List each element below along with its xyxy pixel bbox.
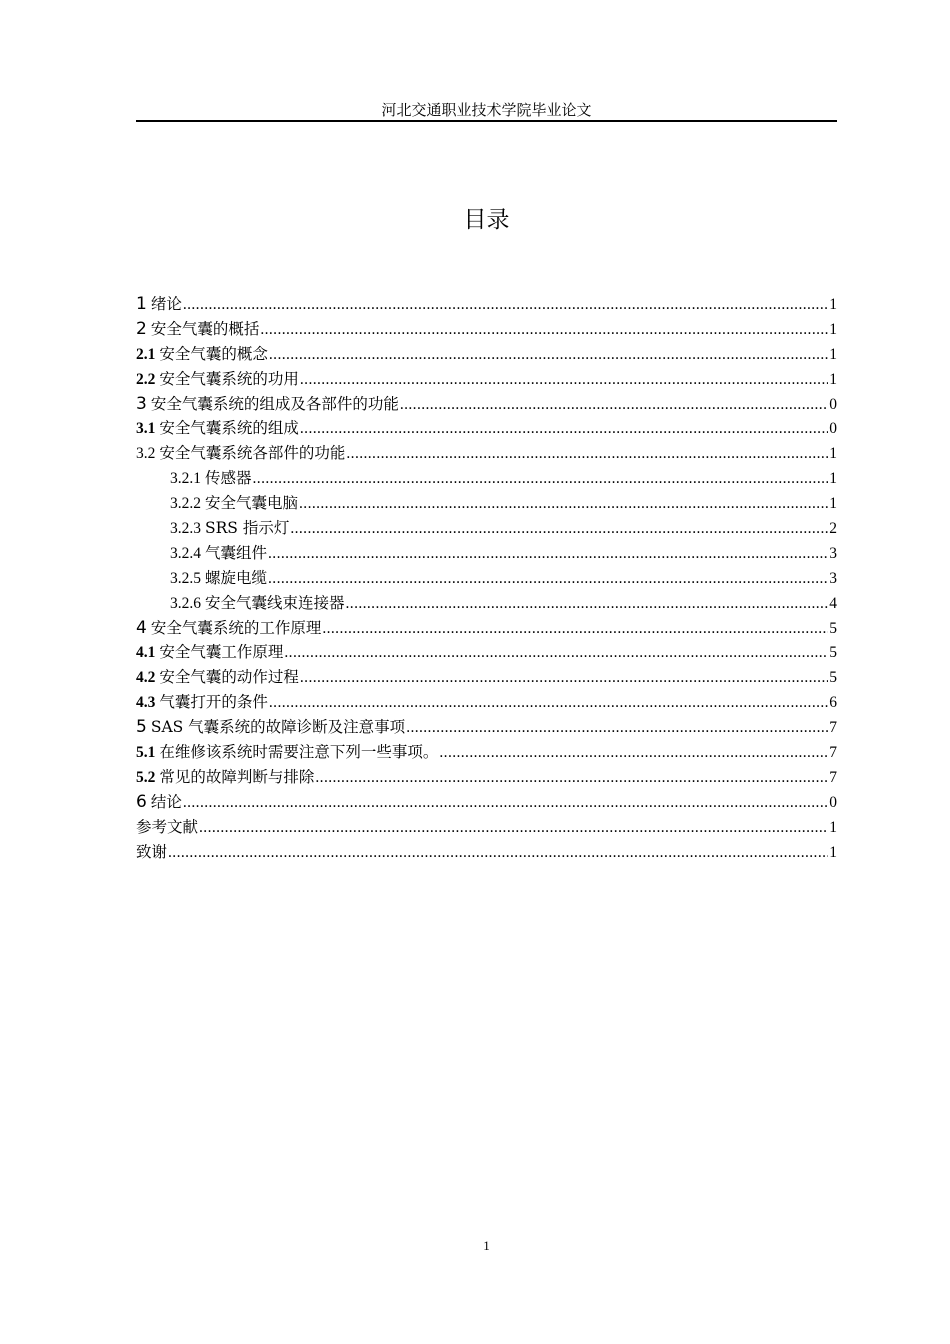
dot-leader [253, 467, 829, 492]
toc-entry[interactable] [136, 342, 837, 367]
toc-entry-title: 安全气囊的动作过程 [159, 668, 299, 687]
toc-entry-number: 3 [136, 393, 147, 414]
toc-entry[interactable] [136, 566, 837, 591]
toc-entry-page: 1 [829, 296, 837, 313]
toc-entry-title: 安全气囊的概念 [159, 344, 268, 363]
toc-entry-number: 3.2.4 [170, 544, 201, 562]
toc-entry-number: 2 [136, 318, 147, 339]
toc-entry-number: 5.2 [136, 768, 156, 786]
toc-entry-number: 3.2.1 [170, 470, 201, 488]
toc-entry-number: 6 [136, 791, 147, 812]
toc-entry-title: SRS 指示灯 [205, 519, 290, 538]
dot-leader [168, 841, 828, 866]
dot-leader [269, 691, 828, 716]
toc-entry-title: 绪论 [150, 295, 182, 313]
toc-entry-page: 7 [829, 744, 837, 762]
toc-entry[interactable] [136, 416, 837, 441]
toc-entry-page: 1 [829, 370, 837, 388]
dot-leader [439, 741, 828, 766]
dot-leader [299, 492, 828, 517]
table-of-contents [136, 292, 837, 864]
toc-entry-page: 1 [829, 445, 837, 463]
toc-entry[interactable] [136, 591, 837, 616]
dot-leader [199, 816, 828, 841]
toc-entry-number: 5.1 [136, 744, 156, 762]
dot-leader [268, 567, 828, 592]
toc-entry[interactable] [136, 317, 837, 342]
toc-entry-page: 2 [829, 520, 837, 538]
toc-entry-page: 7 [829, 768, 837, 786]
toc-entry-number: 3.2.5 [170, 569, 201, 587]
toc-entry-number: 3.2.2 [170, 495, 201, 513]
toc-entry[interactable] [136, 665, 837, 690]
toc-entry-number: 1 [136, 294, 147, 314]
toc-title: 目录 [463, 207, 510, 233]
toc-entry-page: 1 [829, 345, 837, 363]
toc-entry-page: 0 [829, 420, 837, 438]
dot-leader [406, 716, 828, 741]
toc-entry[interactable] [136, 640, 837, 665]
dot-leader [315, 766, 828, 791]
toc-entry-title: 安全气囊工作原理 [159, 643, 284, 662]
toc-entry-number: 2.1 [136, 345, 156, 363]
toc-entry-page: 1 [829, 818, 837, 836]
dot-leader [300, 368, 828, 393]
toc-entry-page: 3 [829, 544, 837, 562]
dot-leader [300, 417, 828, 442]
toc-entry[interactable] [136, 790, 837, 815]
toc-entry-number: 3.2 [136, 445, 156, 463]
dot-leader [400, 393, 828, 418]
toc-entry-number: 4.1 [136, 644, 156, 662]
toc-entry-title: 常见的故障判断与排除 [159, 767, 315, 786]
toc-entry-title: 螺旋电缆 [205, 568, 268, 587]
toc-entry[interactable] [136, 466, 837, 491]
toc-entry-title: 传感器 [205, 469, 252, 488]
toc-entry-title: 安全气囊系统的组成及各部件的功能 [150, 394, 399, 413]
dot-leader [268, 542, 828, 567]
toc-entry-number: 4 [136, 617, 147, 638]
toc-entry-page: 1 [829, 843, 837, 861]
toc-entry-title: 致谢 [136, 842, 168, 861]
toc-entry-title: SAS 气囊系统的故障诊断及注意事项 [150, 718, 406, 737]
toc-entry-page: 5 [829, 669, 837, 687]
toc-entry[interactable] [136, 740, 837, 765]
toc-entry-number: 4.3 [136, 694, 156, 712]
toc-entry-page: 1 [829, 495, 837, 513]
toc-entry-page: 1 [829, 320, 837, 338]
toc-entry[interactable] [136, 765, 837, 790]
toc-entry[interactable] [136, 392, 837, 417]
toc-entry[interactable] [136, 292, 837, 317]
dot-leader [346, 592, 829, 617]
toc-entry[interactable] [136, 616, 837, 641]
toc-entry-page: 1 [829, 470, 837, 488]
dot-leader [183, 293, 828, 318]
toc-entry[interactable] [136, 367, 837, 392]
toc-entry-page: 7 [829, 719, 837, 737]
toc-entry[interactable] [136, 715, 837, 740]
toc-entry-title: 安全气囊电脑 [205, 494, 299, 513]
toc-entry-page: 0 [829, 395, 837, 413]
toc-entry-number: 2.2 [136, 370, 156, 388]
toc-entry-title: 安全气囊线束连接器 [205, 593, 345, 612]
toc-entry-title: 安全气囊系统的工作原理 [150, 618, 322, 637]
toc-entry[interactable] [136, 541, 837, 566]
toc-entry[interactable] [136, 441, 837, 466]
toc-entry-number: 4.2 [136, 669, 156, 687]
toc-entry-title: 参考文献 [136, 817, 199, 836]
toc-entry-title: 安全气囊系统各部件的功能 [159, 444, 346, 463]
toc-entry-page: 5 [829, 644, 837, 662]
toc-entry-page: 3 [829, 569, 837, 587]
dot-leader [290, 517, 828, 542]
header-rule [136, 120, 837, 122]
toc-entry-number: 3.1 [136, 420, 156, 438]
toc-entry-title: 安全气囊的概括 [150, 319, 260, 338]
toc-entry-title: 安全气囊系统的组成 [159, 419, 299, 438]
dot-leader [322, 617, 828, 642]
toc-entry-page: 4 [829, 594, 837, 612]
dot-leader [300, 666, 828, 691]
toc-entry-title: 结论 [150, 792, 182, 811]
toc-entry[interactable] [136, 840, 837, 865]
toc-entry-title: 安全气囊系统的功用 [159, 369, 299, 388]
dot-leader [346, 442, 828, 467]
toc-entry-title: 在维修该系统时需要注意下列一些事项。 [159, 743, 439, 762]
toc-entry-page: 0 [829, 793, 837, 811]
toc-entry-title: 气囊打开的条件 [159, 693, 268, 712]
dot-leader [183, 791, 828, 816]
toc-entry-number: 3.2.3 [170, 520, 201, 538]
page-number: 1 [483, 1238, 490, 1253]
toc-entry-number: 3.2.6 [170, 594, 201, 612]
toc-entry[interactable] [136, 516, 837, 541]
dot-leader [269, 343, 828, 368]
toc-entry-title: 气囊组件 [205, 543, 268, 562]
toc-entry[interactable] [136, 815, 837, 840]
toc-entry-number: 5 [136, 717, 147, 738]
toc-entry[interactable] [136, 690, 837, 715]
toc-entry-page: 6 [829, 694, 837, 712]
dot-leader [260, 318, 828, 343]
dot-leader [284, 641, 828, 666]
running-header: 河北交通职业技术学院毕业论文 [381, 101, 592, 119]
toc-entry-page: 5 [829, 619, 837, 637]
toc-entry[interactable] [136, 491, 837, 516]
